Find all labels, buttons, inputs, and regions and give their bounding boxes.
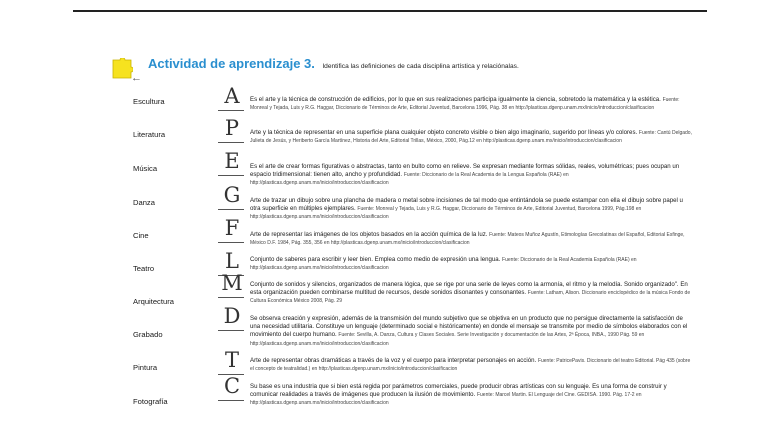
definition-item [250, 383, 694, 408]
definition-item [250, 357, 694, 373]
puzzle-piece-icon [111, 58, 133, 80]
definition-item [250, 281, 694, 306]
answer-field[interactable] [218, 373, 246, 401]
answer-column [218, 0, 248, 433]
discipline-label: Cine [133, 231, 149, 240]
answer-field[interactable] [218, 215, 246, 243]
definition-item [250, 197, 694, 222]
definition-source: Fuente: Monreal y Tejada, Luis y R.G. Haggar, Diccionario de Términos de Arte, Editorial Juventud, Barcelona 1999, Pág.198 en http://plasticas.dgenp.unam.mx/inicio/introduccion/clasificacion [250, 206, 642, 221]
handwritten-letter: P [224, 116, 240, 140]
answer-field[interactable] [218, 83, 246, 111]
discipline-label: Escultura [133, 97, 165, 106]
definition-source: Fuente: Diccionario de la Real Academia de la Lengua Española (RAE) en http://plasticas.dgenp.unam.mx/inicio/introduccion/clasificacion [250, 172, 569, 187]
definition-source: Fuente: Latham, Alison. Diccionario enciclopédico de la música Fondo de Cultura Económica México 2008, Pág. 29 [250, 290, 691, 305]
definition-item [250, 129, 694, 145]
definition-source: Fuente: Cantú Delgado, Julieta de Jesús, y Heriberto García Martínez, Historia del Arte, Editorial Trillas, México, 2000, Pág.12 en http://plasticas.dgenp.unam.mx/inicio/introduccion/clasificacion [250, 130, 692, 145]
definition-source: Fuente: Diccionario de la Real Academia Española (RAE) en http://plasticas.dgenp.unam.mx/inicio/introduccion/clasificacion [250, 257, 637, 272]
definitions-list [250, 0, 694, 433]
answer-field[interactable] [218, 182, 246, 210]
definition-item [250, 163, 694, 188]
discipline-label: Teatro [133, 264, 155, 273]
definition-item [250, 231, 694, 247]
discipline-label: Fotografía [133, 397, 168, 406]
handwritten-letter: L [225, 249, 239, 273]
definition-item [250, 315, 694, 348]
activity-instruction: Identifica las definiciones de cada disciplina artística y relaciónalas. [322, 63, 519, 70]
definition-source: Fuente: Marcel Martin. El Lenguaje del Cine. GEDISA. 1990. Pág. 17-2 en http://plasticas.dgenp.unam.mx/inicio/introduccion/clasificacion [250, 392, 642, 407]
definition-source: Fuente: PatricePavis. Diccionario del teatro Editorial. Pág 435 (sobre el concepto de teatralidad.) en http://plasticas.dgenp.unam.mx/inicio/introduccion/clasificacion [250, 358, 691, 373]
answer-field[interactable] [218, 303, 246, 331]
definition-source: Fuente: Mateos Muñoz Agustín, Etimologías Grecolatinas del Español, Editorial Esfinge, México D.F. 1984, Pág. 355, 356 en http://plasticas.dgenp.unam.mx/inicio/introduccion/clasificacion [250, 232, 685, 247]
answer-field[interactable] [218, 148, 246, 176]
discipline-label: Grabado [133, 330, 163, 339]
discipline-label: Danza [133, 198, 155, 207]
handwritten-letter: D [223, 304, 241, 328]
definition-text: Su base es una industria que si bien está regida por parámetros comerciales, puede producir obras artísticas con su lenguaje. Es una forma de construir y comunicar realidades a través de imágenes que producen la ilusión de movimiento. [250, 383, 667, 399]
handwritten-letter: E [224, 149, 240, 173]
answer-field[interactable] [218, 270, 246, 298]
definition-source: Fuente: Monreal y Tejada, Luis y R.G. Haggar, Diccionario de Términos de Arte, Editorial Juventud, Barcelona 1996, Pág. 38 en http://plasticas.dgenp.unam.mx/inicio/introduccion/clasificacion [250, 97, 680, 112]
discipline-label: Arquitectura [133, 297, 174, 306]
handwritten-letter: M [221, 271, 243, 295]
activity-title: Actividad de aprendizaje 3. [148, 56, 315, 71]
definition-text: Arte y la técnica de representar en una superficie plana cualquier objeto concreto visible o bien algo imaginario, sugerido por líneas y/o colores. [250, 129, 638, 136]
handwritten-letter: G [223, 183, 241, 207]
discipline-list [133, 0, 203, 433]
definition-source: Fuente: Sevilla, A. Danza, Cultura y Clases Sociales. Serie Investigación y documentación de las Artes, 2ª Época, INBA., 1990 Pág. 59 en http://plasticas.dgenp.unam.mx/inicio/introduccion/clasificacion [250, 332, 645, 347]
handwritten-letter: A [224, 84, 240, 108]
answer-field[interactable] [218, 115, 246, 143]
definition-text: Conjunto de saberes para escribir y leer bien. Emplea como medio de expresión una lengua. [250, 256, 501, 263]
definition-text: Arte de representar obras dramáticas a través de la voz y el cuerpo para interpretar personajes en acción. [250, 357, 537, 364]
definition-item [250, 256, 694, 272]
definition-text: Es el arte y la técnica de construcción de edificios, por lo que en sus realizaciones participa igualmente la ciencia, sobretodo la matemática y la estética. [250, 96, 661, 103]
definition-text: Es el arte de crear formas figurativas o abstractas, tanto en bulto como en relieve. Se expresan mediante formas sólidas, reales, volumétricas; pues ocupan un espacio tridimensional: tienen alto, ancho y profundidad. [250, 163, 680, 179]
discipline-label: Pintura [133, 363, 158, 372]
definition-item [250, 96, 694, 112]
definition-text: Conjunto de sonidos y silencios, organizados de manera lógica, que se rige por una serie de leyes como la armonía, el ritmo y la melodía. Sonido organizado". En esta organización pueden combinarse multitud de recursos, desde sonidos disonantes y consonantes. [250, 281, 688, 297]
definition-text: Arte de representar las imágenes de los objetos basados en la acción química de la luz. [250, 231, 488, 238]
handwritten-letter: C [223, 374, 241, 398]
definition-text: Se observa creación y expresión, además de la transmisión del mundo subjetivo que se objetiva en un producto que no persigue directamente la satisfacción de una necesidad utilitaria. Constituye un lenguaje (determinado social e históricamente) en donde el mensaje se transmite por medio de símbolos elaborados con el movimiento del cuerpo humano. [250, 315, 688, 339]
handwritten-letter: T [224, 348, 239, 372]
discipline-label: Música [133, 164, 158, 173]
answer-field[interactable] [218, 347, 246, 375]
back-arrow-icon: ← [131, 72, 142, 84]
definition-text: Arte de trazar un dibujo sobre una plancha de madera o metal sobre incisiones de tal modo que entintándola se puede estampar con ella el dibujo sobre papel u otra superficie en múltiples ejemplares. [250, 197, 683, 213]
handwritten-letter: F [224, 216, 240, 240]
discipline-label: Literatura [133, 130, 166, 139]
